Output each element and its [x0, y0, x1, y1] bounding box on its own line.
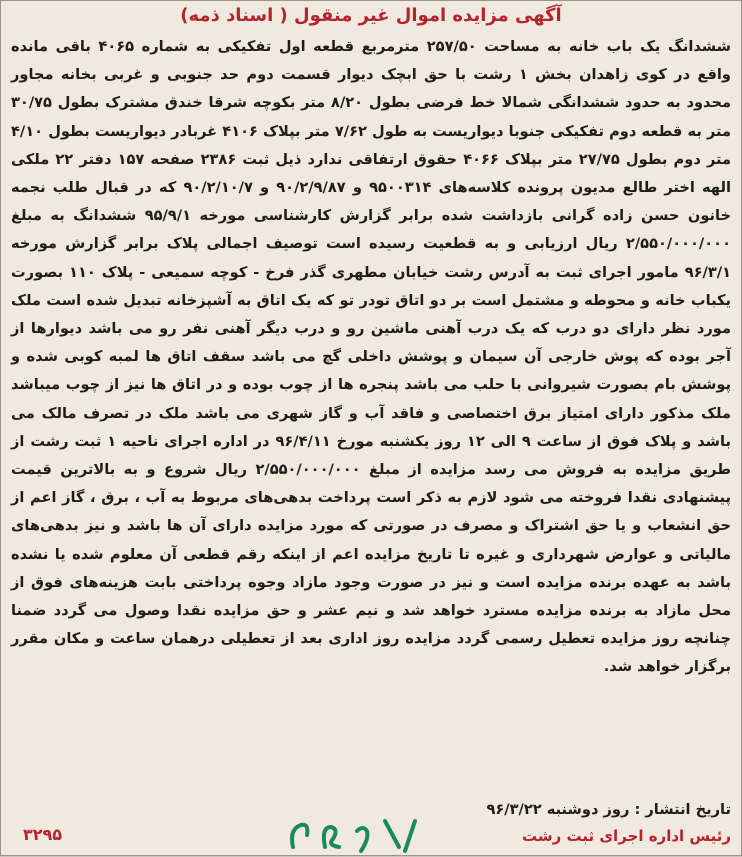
notice-body: ششدانگ یک باب خانه به مساحت ۲۵۷/۵۰ مترمربع قطعه اول تفکیکی به شماره ۴۰۶۵ باقی مانده واقع در کوی زاهدان بخش ۱ رشت با حق ابچک دیوار قسمت دوم حد جنوبی و غربی بخانه مجاور محدود به حدود ششدانگی شمالا خط فرضی بطول ۸/۲۰ متر بکوچه شرقا خندق مشترک بطول ۳۰/۷۵ متر به قطعه دوم تفکیکی جنوبا دیواریست به طول ۷/۶۲ متر بپلاک ۴۱۰۶ غربادر دیواریست بطول ۴/۱۰ متر دوم بطول ۲۷/۷۵ متر بپلاک ۴۰۶۶ حقوق ارتفاقی ندارد ذیل ثبت ۲۳۸۶ صفحه ۱۵۷ دفتر ۲۲ ملکی الهه اختر طالع مدیون پرونده کلاسه‌های ۹۵۰۰۳۱۴ و ۹۰/۲/۹/۸۷ و ۹۰/۲/۱۰/۷ که در قبال طلب نجمه خانون حسن زاده گرانی بازداشت شده برابر گزارش کارشناسی مورخه ۹۵/۹/۱ ششدانگ به مبلغ ۲/۵۵۰/۰۰۰/۰۰۰ ریال ارزیابی و به قطعیت رسیده است توصیف اجمالی پلاک برابر گزارش مورخه ۹۶/۳/۱ مامور اجرای ثبت به آدرس رشت خیابان مطهری گذر فرخ - کوچه سمیعی - پلاک ۱۱۰ بصورت یکباب خانه و محوطه و مشتمل است بر دو اتاق تودر تو که یک اتاق به آشپزخانه تبدیل شده است ملک مورد نظر دارای دو درب که یک درب آهنی ماشین رو و درب دیگر آهنی نفر رو می باشد دیوارها از آجر بوده که پوش خارجی آن سیمان و پوشش داخلی گچ می باشد سقف اتاق ها لمبه کوبی شده و پوشش بام بصورت شیروانی با حلب می باشد پنجره ها از چوب بوده و در اتاق ها نیز از چوب میباشد ملک مذکور دارای امتیاز برق اختصاصی و فاقد آب و گاز شهری می باشد ملک در تصرف مالک می باشد و پلاک فوق از ساعت ۹ الی ۱۲ روز یکشنبه مورخ ۹۶/۴/۱۱ در اداره اجرای ناحیه ۱ ثبت رشت از طریق مزایده به فروش می رسد مزایده از مبلغ ۲/۵۵۰/۰۰۰/۰۰۰ ریال شروع و به بالاترین قیمت پیشنهادی نقدا فروخته می شود لازم به ذکر است پرداخت بدهی‌های مربوط به آب ، برق ، گاز اعم از حق انشعاب و یا حق اشتراک و مصرف در صورتی که مورد مزایده دارای آن ها باشد و نیز بدهی‌های مالیاتی و عوارض شهرداری و غیره تا تاریخ مزایده اعم از اینکه رقم قطعی آن معلوم شده یا نشده باشد به عهده برنده مزایده است و نیز در صورت وجود مازاد وجوه پرداختی بابت هزینه‌های فوق از محل مازاد به برنده مزایده مسترد خواهد شد و نیم عشر و حق مزایده نقدا وصول می گردد ضمنا چنانچه روز مزایده تعطیل رسمی گردد مزایده روز اداری بعد از تعطیلی درهمان ساعت و مکان مقرر برگزار خواهد شد.	[11, 38, 732, 676]
signature-line: رئیس اداره اجرای ثبت رشت	[521, 827, 731, 845]
publish-date: تاریخ انتشار : روز دوشنبه ۹۶/۳/۲۲	[486, 801, 731, 818]
handwritten-note-icon	[281, 807, 431, 857]
notice-title: آگهی مزایده اموال غیر منقول ( اسناد ذمه)	[180, 5, 562, 26]
reference-number: ۳۲۹۵	[23, 825, 63, 844]
